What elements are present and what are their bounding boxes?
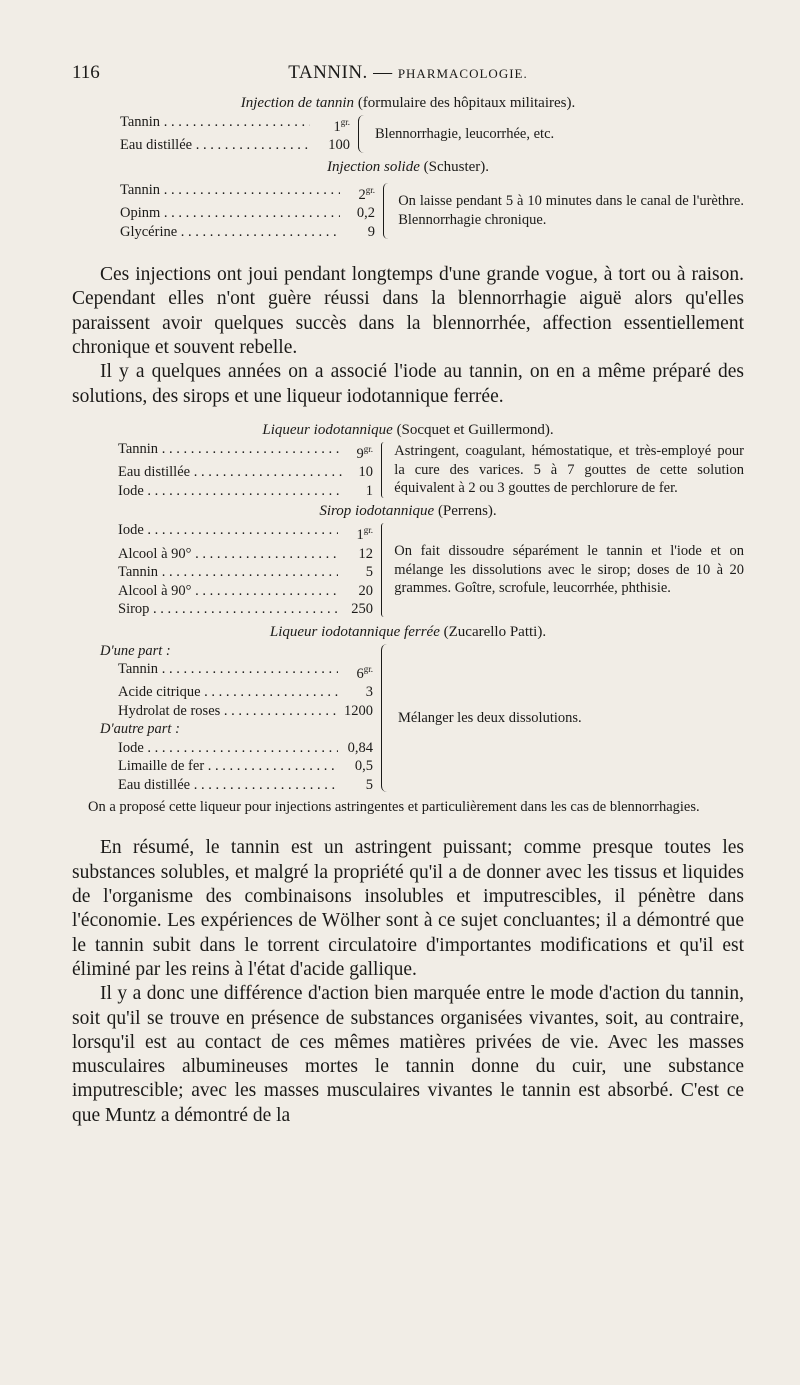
brace	[383, 183, 388, 239]
formula-sirop-iodotannique	[72, 502, 744, 618]
part-label: D'autre part :	[100, 721, 180, 738]
formula-note: On laisse pendant 5 à 10 minutes dans le canal de l'urèthre. Blennorrhagie chronique.	[398, 193, 744, 228]
formula-title: Liqueur iodotannique ferrée (Zucarello Patti).	[269, 623, 547, 640]
formula-liqueur-iodotannique	[72, 421, 744, 500]
ingredient-row: Tannin . . . $6^{gr.}$	[118, 660, 373, 683]
ingredient-row: Tannin . . . 5	[118, 563, 373, 582]
formula-injection-tannin	[72, 94, 744, 155]
ingredient-row: Eau distillée . . . 10	[118, 463, 373, 482]
header-separator: —	[373, 62, 393, 83]
formula-remark: On a proposé cette liqueur pour injections astringentes et particulièrement dans les cas de blennorrhagies.	[88, 799, 700, 816]
formula-title: Liqueur iodotannique (Socquet et Guillermond).	[262, 421, 554, 438]
ingredient-row: Tannin . . . $2^{gr.}$	[120, 181, 375, 204]
ingredient-row: Eau distillée . . . 100	[120, 136, 350, 155]
running-header	[72, 58, 744, 94]
ingredient-row: Iode . . . 0,84	[118, 739, 373, 758]
ingredient-row: Tannin . . . $1^{gr.}$	[120, 113, 350, 136]
formula-liqueur-iodotannique-ferree	[72, 623, 744, 795]
brace	[381, 644, 388, 793]
part-label: D'une part :	[100, 642, 171, 659]
ingredient-row: Alcool à 90° . . . 12	[118, 545, 373, 564]
page-number: 116	[72, 62, 100, 83]
ingredient-row: Opinm . . . 0,2	[120, 204, 375, 223]
ingredient-row: Glycérine . . . 9	[120, 223, 375, 242]
paragraph: En résumé, le tannin est un astringent puissant; comme presque toutes les substances solubles, et malgré la propriété qu'il a de donner avec les tissus et liquides de l'organisme des combinaisons insolubles et imputrescibles, il pénètre dans l'économie. Les expériences de Wölher sont à ce sujet concluantes; il a démontré que le tannin subit dans le torrent circulatoire d'importantes modifications et qu'il est éliminé par les reins à l'état d'acide gallique.	[72, 837, 744, 980]
ingredient-row: Eau distillée . . . 5	[118, 776, 373, 795]
ingredient-row: Hydrolat de roses . . . 1200	[118, 702, 373, 721]
formula-title: Sirop iodotannique (Perrens).	[319, 503, 497, 520]
formula-note: Astringent, coagulant, hémostatique, et très-employé pour la cure des varices. 5 à 7 gouttes de cette solution équivalent à 2 ou 3 gouttes de perchlorure de fer.	[394, 443, 744, 497]
ingredient-row: Iode . . . 1	[118, 482, 373, 501]
header-subtitle: PHARMACOLOGIE.	[397, 66, 528, 81]
ingredient-row: Acide citrique . . . 3	[118, 683, 373, 702]
book-page	[72, 58, 744, 1128]
ingredient-row: Sirop . . . 250	[118, 600, 373, 619]
formula-note: On fait dissoudre séparément le tannin et l'iode et on mélange les dissolutions avec le sirop; doses de 10 à 20 grammes. Goître, scrofule, leucorrhée, phthisie.	[394, 543, 744, 597]
header-title: TANNIN.	[288, 62, 368, 83]
formula-title: Injection solide (Schuster).	[326, 158, 490, 175]
formula-note: Blennorrhagie, leucorrhée, etc.	[375, 125, 555, 142]
ingredient-row: Limaille de fer . . . 0,5	[118, 757, 373, 776]
ingredient-row: Alcool à 90° . . . 20	[118, 582, 373, 601]
brace	[381, 523, 384, 616]
ingredient-row: Iode . . . $1^{gr.}$	[118, 521, 373, 544]
paragraph: Il y a quelques années on a associé l'iode au tannin, on en a même préparé des solutions, des sirops et une liqueur iodotannique ferrée.	[72, 361, 744, 407]
formula-note: Mélanger les deux dissolutions.	[398, 709, 582, 726]
brace	[358, 115, 365, 153]
brace	[381, 442, 384, 498]
running-title	[72, 62, 744, 84]
ingredient-row: Tannin . . . $9^{gr.}$	[118, 440, 373, 463]
formula-injection-solide	[72, 158, 744, 241]
formula-title: Injection de tannin (formulaire des hôpitaux militaires).	[240, 95, 576, 111]
paragraph: Il y a donc une différence d'action bien marquée entre le mode d'action du tannin, soit qu'il se trouve en présence de substances organisées vivantes, soit, au contraire, lorsqu'il est au contact de ces mêmes matières privées de vie. Avec les masses musculaires albumineuses mortes le tannin donne du cuir, une substance imputrescible; avec les masses musculaires vivantes le tannin est absorbé. C'est ce que Muntz a démontré de la	[72, 983, 744, 1126]
paragraph: Ces injections ont joui pendant longtemps d'une grande vogue, à tort ou à raison. Cependant elles n'ont guère réussi dans la blennorrhagie aiguë alors qu'elles paraissent avoir quelques succès dans la blennorrhée, affection essentiellement chronique et souvent rebelle.	[72, 264, 744, 359]
